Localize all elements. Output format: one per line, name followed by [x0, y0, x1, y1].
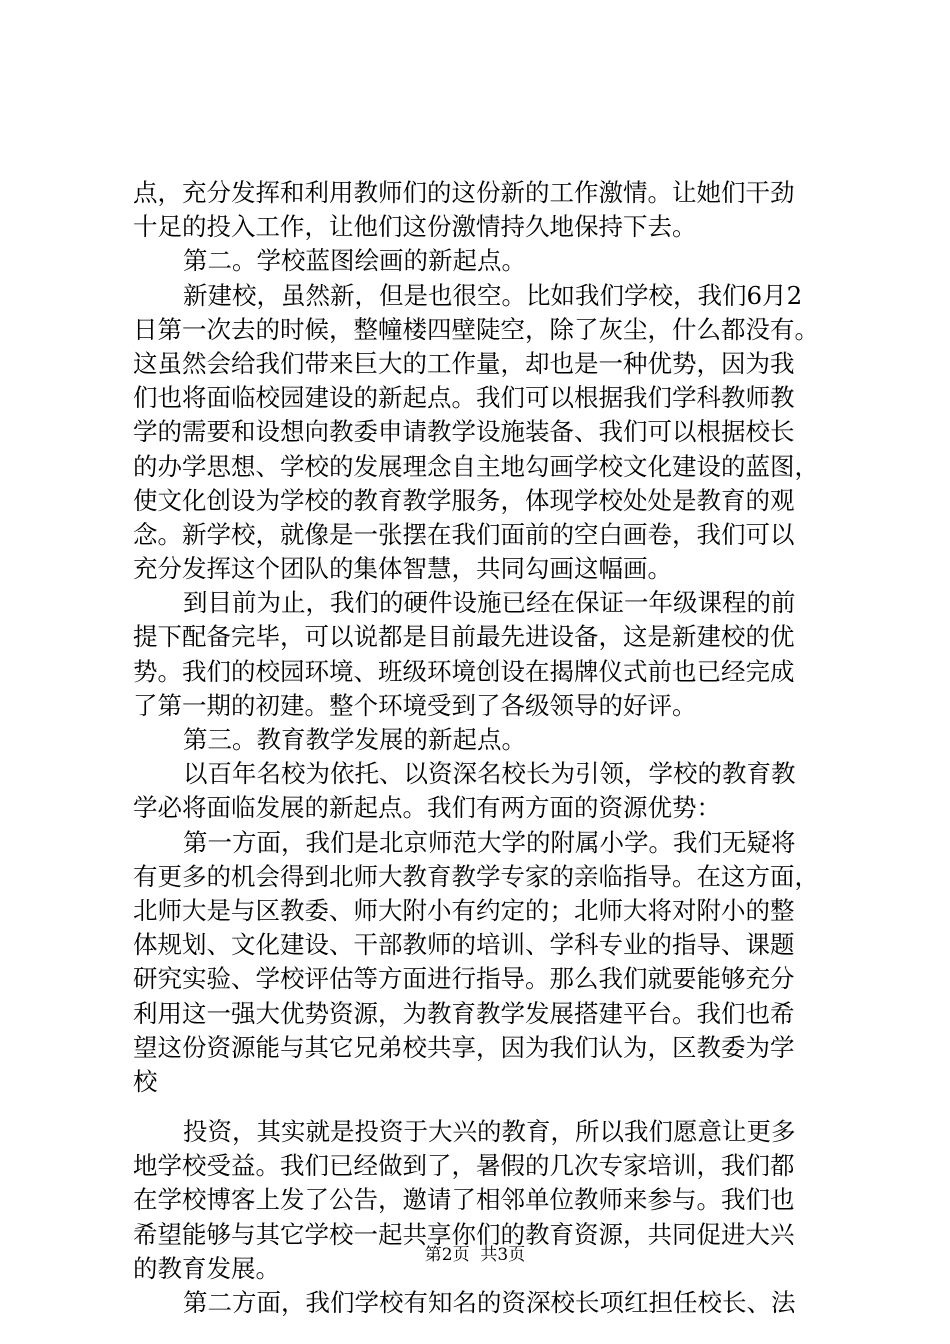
text-line: 点，充分发挥和利用教师们的这份新的工作激情。让她们干劲 [133, 178, 795, 207]
text-line: 十足的投入工作，让他们这份激情持久地保持下去。 [133, 212, 697, 242]
text-line: 的办学思想、学校的发展理念自主地勾画学校文化建设的蓝图， [133, 451, 819, 481]
text-line: 这虽然会给我们带来巨大的工作量，却也是一种优势，因为我 [133, 348, 795, 378]
text-line: 有更多的机会得到北师大教育教学专家的亲临指导。在这方面， [133, 861, 819, 891]
text-line: 投资，其实就是投资于大兴的教育，所以我们愿意让更多 [183, 1117, 796, 1147]
text-line: 北师大是与区教委、师大附小有约定的；北师大将对附小的整 [133, 895, 795, 925]
text-line: 在学校博客上发了公告，邀请了相邻单位教师来参与。我们也 [133, 1185, 795, 1215]
text-line: 研究实验、学校评估等方面进行指导。那么我们就要能够充分 [133, 964, 795, 994]
text-line: 望这份资源能与其它兄弟校共享，因为我们认为，区教委为学 [133, 1032, 795, 1062]
text-line: 学的需要和设想向教委申请教学设施装备、我们可以根据校长 [133, 417, 795, 447]
text-line: 使文化创设为学校的教育教学服务，体现学校处处是教育的观 [133, 485, 795, 515]
text-line: 以百年名校为依托、以资深名校长为引领，学校的教育教 [183, 759, 796, 789]
text-line: 了第一期的初建。整个环境受到了各级领导的好评。 [133, 690, 697, 720]
text-line: 利用这一强大优势资源，为教育教学发展搭建平台。我们也希 [133, 998, 795, 1028]
text-line: 地学校受益。我们已经做到了，暑假的几次专家培训，我们都 [133, 1151, 795, 1181]
text-line: 念。新学校，就像是一张摆在我们面前的空白画卷，我们可以 [133, 519, 795, 549]
text-line: 新建校，虽然新，但是也很空。比如我们学校，我们6月2 [183, 280, 803, 310]
text-line: 到目前为止，我们的硬件设施已经在保证一年级课程的前 [183, 588, 796, 618]
text-line: 第一方面，我们是北京师范大学的附属小学。我们无疑将 [183, 827, 796, 857]
document-body [133, 176, 833, 1320]
text-line: 充分发挥这个团队的集体智慧，共同勾画这幅画。 [133, 554, 672, 584]
text-line: 势。我们的校园环境、班级环境创设在揭牌仪式前也已经完成 [133, 656, 795, 686]
text-line: 第二方面，我们学校有知名的资深校长项红担任校长、法 [183, 1288, 796, 1317]
text-line: 希望能够与其它学校一起共享你们的教育资源，共同促进大兴 [133, 1219, 795, 1249]
text-line: 日第一次去的时候，整幢楼四壁陡空，除了灰尘，什么都没有。 [133, 314, 819, 344]
text-line: 校 [133, 1066, 158, 1096]
section-heading: 第二。学校蓝图绘画的新起点。 [183, 246, 526, 276]
page-break-gap [133, 1099, 833, 1115]
text-line: 提下配备完毕，可以说都是目前最先进设备，这是新建校的优 [133, 622, 795, 652]
page-number-footer: 第2页 共3页 [424, 1245, 526, 1265]
section-heading: 第三。教育教学发展的新起点。 [183, 725, 526, 754]
text-line: 学必将面临发展的新起点。我们有两方面的资源优势： [133, 793, 721, 823]
text-line: 们也将面临校园建设的新起点。我们可以根据我们学科教师教 [133, 383, 795, 413]
text-line: 的教育发展。 [133, 1253, 280, 1283]
text-line: 体规划、文化建设、干部教师的培训、学科专业的指导、课题 [133, 930, 795, 960]
